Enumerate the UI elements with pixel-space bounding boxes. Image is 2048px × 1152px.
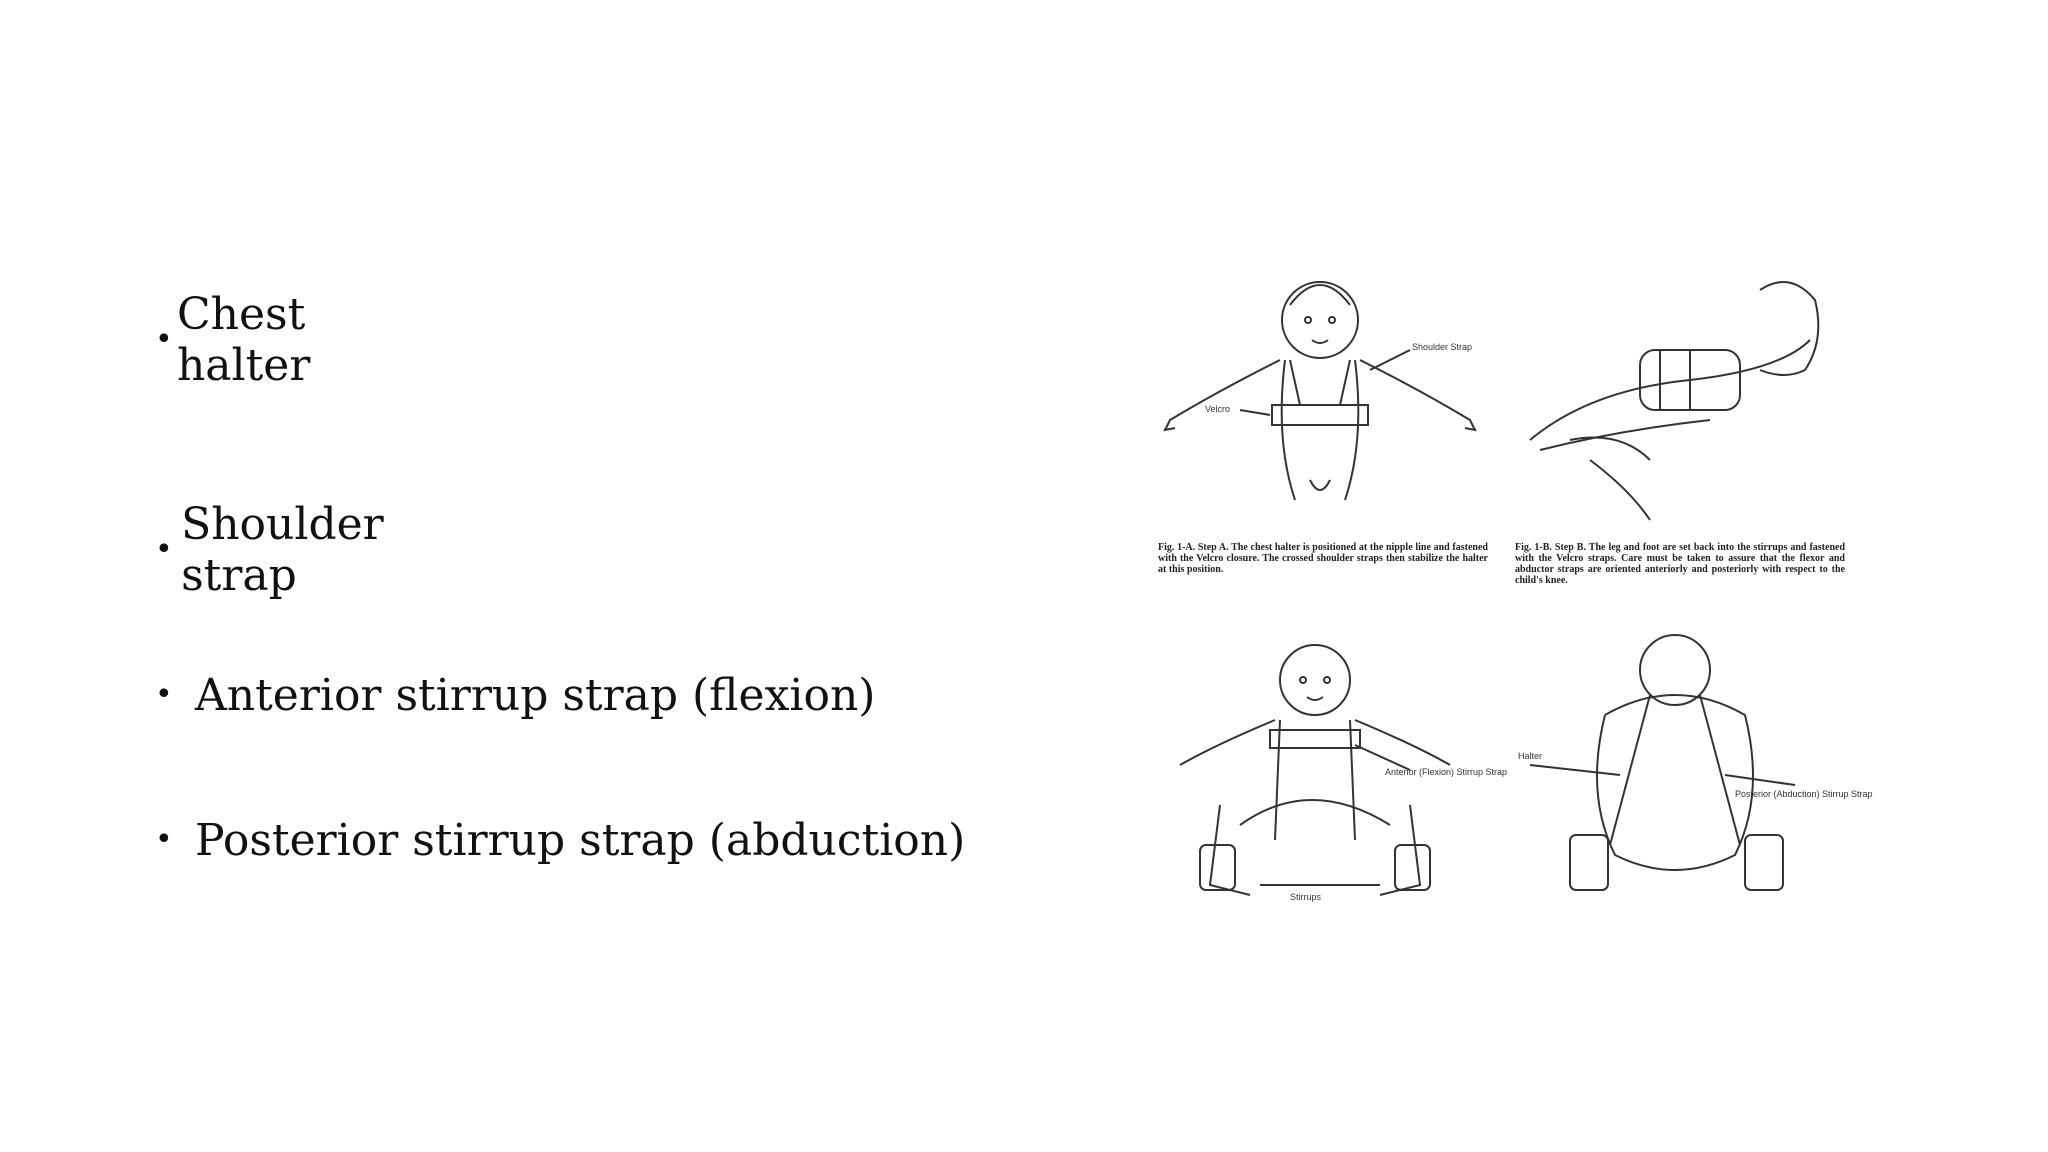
panel-c-label-stirrups: Stirrups (1290, 892, 1322, 902)
bullet-item (155, 499, 398, 601)
bullet-text: Anterior stirrup strap (flexion) (195, 669, 876, 721)
caption-a: Fig. 1-A. Step A. The chest halter is positioned at the nipple line and fastened with the Velcro closure. The crossed shoulder straps then stabilize the halter at this position. (1158, 542, 1488, 575)
bullet-icon: • (155, 532, 173, 567)
bullet-icon: • (155, 822, 173, 857)
bullet-text: Chest halter (176, 289, 311, 391)
bullet-text: Shoulder strap (181, 499, 384, 601)
bullet-text: Posterior stirrup strap (abduction) (195, 814, 966, 866)
bullet-icon: • (155, 322, 173, 357)
panel-b-drawing (1510, 250, 1850, 520)
bullet-item (155, 655, 875, 735)
panel-a-label-shoulder: Shoulder Strap (1412, 342, 1473, 352)
panel-c-label-anterior: Anterior (Flexion) Stirrup Strap (1385, 767, 1508, 777)
caption-b: Fig. 1-B. Step B. The leg and foot are set back into the stirrups and fastened with the Velcro straps. Care must be taken to assure that the flexor and abductor straps are oriented anteriorly and posteriorly with respect to the child's knee. (1515, 542, 1845, 586)
panel-d-label-posterior: Posterior (Abduction) Stirrup Strap (1735, 789, 1873, 799)
panel-a-label-velcro: Velcro (1205, 404, 1231, 414)
bullet-item (155, 800, 965, 880)
panel-c-drawing (1150, 625, 1508, 910)
pavlik-harness-illustration (1150, 250, 1873, 910)
panel-a-drawing (1150, 250, 1490, 520)
bullet-icon: • (155, 677, 173, 712)
panel-d-drawing (1510, 625, 1873, 910)
bullet-item (155, 289, 328, 391)
panel-d-label-halter: Halter (1518, 751, 1543, 761)
